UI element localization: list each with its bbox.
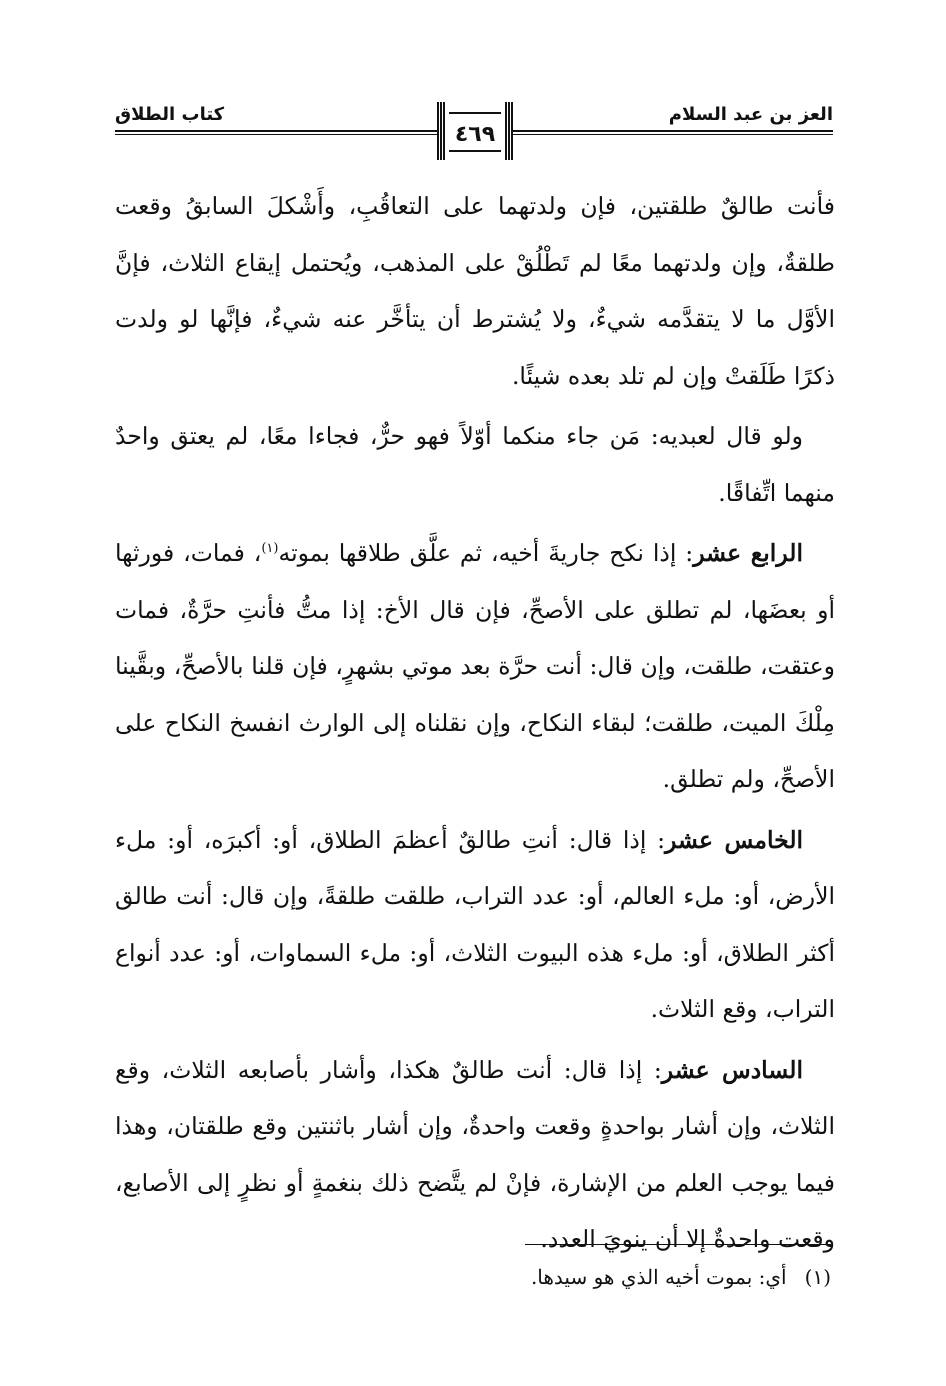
paragraph-text-cont: ، فمات، فورثها أو بعضَها، لم تطلق على الأصحِّ، فإن قال الأخ: إذا متُّ فأنتِ حرَّةٌ، فمات وعتقت، طلقت، وإن قال: أنت حرَّة بعد موتي بشهرٍ، فإن قلنا بالأصحِّ، وبقَّينا مِلْكَ الميت، طلقت؛ لبقاء النكاح، وإن نقلناه إلى الوارث انفسخ النكاح على الأصحِّ، ولم تطلق. [115,539,835,793]
footnote-number: (١) [804,1265,831,1289]
paragraph-4 [115,812,835,1038]
page-number-ornament [437,102,513,160]
header-book-title: كتاب الطلاق [115,104,225,125]
paragraph-text: : إذا قال: أنت طالقٌ هكذا، وأشار بأصابعه الثلاث، وقع الثلاث، وإن أشار بواحدةٍ وقعت واحدةٌ، وإن أشار باثنتين وقع طلقتان، وهذا فيما يوجب العلم من الإشارة، فإنْ لم يتَّضح ذلك بنغمةٍ أو نظرٍ إلى الأصابع، وقعت واحدةٌ إلا أن ينويَ العدد. [115,1055,835,1253]
paragraph-text: : إذا نكح جاريةَ أخيه، ثم علَّق طلاقها بموته [278,539,694,567]
paragraph-text: فأنت طالقٌ طلقتين، فإن ولدتهما على التعاقُبِ، وأَشْكلَ السابقُ وقعت طلقةٌ، وإن ولدتهما معًا لم تَطْلُقْ على المذهب، ويُحتمل إيقاع الثلاث، فإنَّ الأوَّل ما لا يتقدَّمه شيءٌ، ولا يُشترط أن يتأخَّر عنه شيءٌ، فإنَّها لو ولدت ذكرًا طَلَقتْ وإن لم تلد بعده شيئًا. [115,192,835,390]
paragraph-5 [115,1042,835,1268]
paragraph-1 [115,178,835,404]
main-text [115,178,835,1272]
footnote-separator [525,1244,831,1245]
footnote-text: أي: بموت أخيه الذي هو سيدها. [530,1265,787,1289]
section-heading: الرابع عشر [693,539,803,567]
running-header [115,100,833,170]
paragraph-2 [115,408,835,521]
paragraph-text: : إذا قال: أنتِ طالقٌ أعظمَ الطلاق، أو: أكبرَه، أو: ملء الأرض، أو: ملء العالم، أو: عدد التراب، طلقت طلقةً، وإن قال: أنت طالق أكثر الطلاق، أو: ملء هذه البيوت الثلاث، أو: ملء السماوات، أو: عدد أنواع التراب، وقع الثلاث. [115,825,835,1023]
footnote [113,1262,831,1292]
paragraph-text: ولو قال لعبديه: مَن جاء منكما أوّلاً فهو حرٌّ، فجاءا معًا، لم يعتق واحدٌ منهما اتِّفاقًا. [115,422,835,507]
section-heading: السادس عشر [661,1055,803,1084]
footnote-ref[interactable]: (١) [261,541,279,557]
header-author: العز بن عبد السلام [668,104,833,125]
page-number: ٤٦٩ [454,122,496,147]
section-heading: الخامس عشر [665,825,804,854]
paragraph-3 [115,525,835,808]
